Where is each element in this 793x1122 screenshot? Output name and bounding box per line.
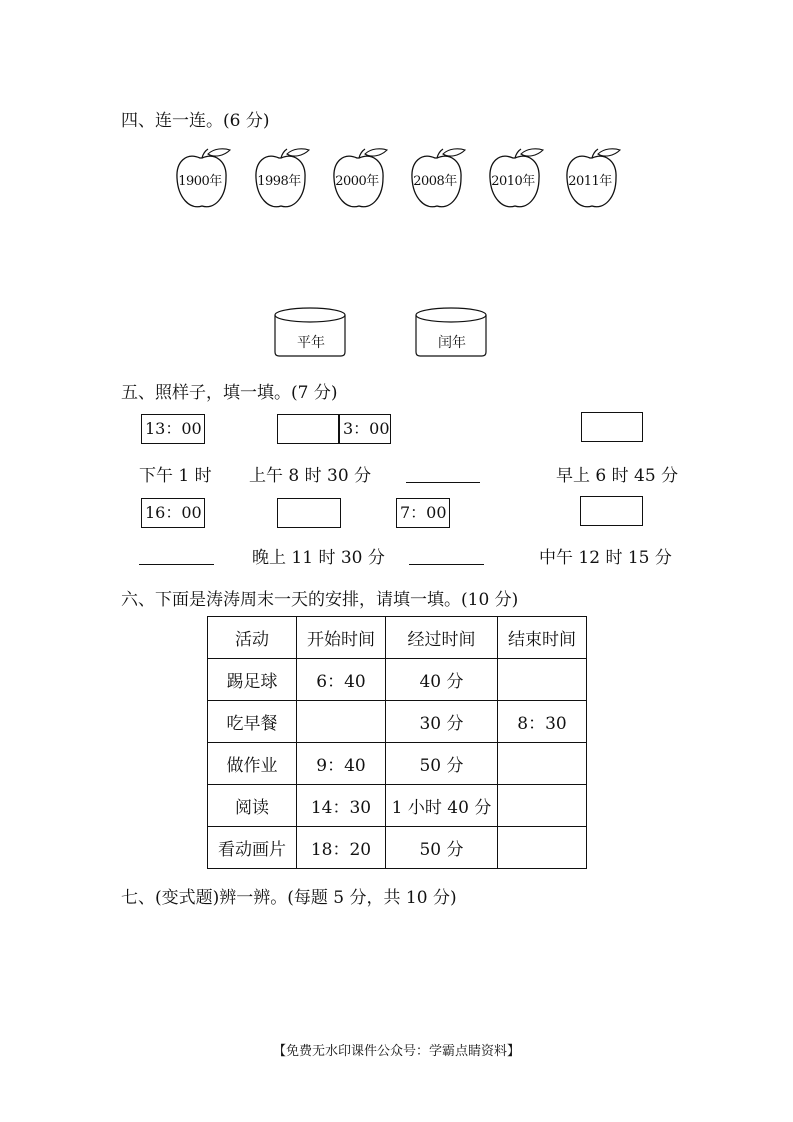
table-row bbox=[208, 785, 587, 827]
table-row bbox=[208, 743, 587, 785]
table-cell: 9：40 bbox=[297, 743, 386, 785]
time-box-answer[interactable] bbox=[580, 496, 643, 526]
section7-title: 七、(变式题)辨一辨。(每题 5 分，共 10 分) bbox=[121, 888, 457, 908]
table-cell: 18：20 bbox=[297, 827, 386, 869]
table-cell: 吃早餐 bbox=[208, 701, 297, 743]
bucket-common-year[interactable] bbox=[273, 306, 349, 360]
bucket-leap-year[interactable] bbox=[414, 306, 490, 360]
table-cell: 40 分 bbox=[386, 659, 498, 701]
apple-label: 2011年 bbox=[568, 174, 612, 189]
apple-label: 2010年 bbox=[491, 174, 535, 189]
column-header: 开始时间 bbox=[297, 617, 386, 659]
answer-cell[interactable] bbox=[498, 743, 587, 785]
apple-label: 1900年 bbox=[178, 174, 222, 189]
time-box-given: 3：00 bbox=[339, 414, 391, 444]
table-cell: 做作业 bbox=[208, 743, 297, 785]
answer-blank[interactable] bbox=[409, 564, 484, 565]
table-cell: 6：40 bbox=[297, 659, 386, 701]
apple-1998[interactable] bbox=[251, 146, 311, 218]
table-cell: 1 小时 40 分 bbox=[386, 785, 498, 827]
apple-2011[interactable] bbox=[562, 146, 622, 218]
answer-blank[interactable] bbox=[406, 482, 480, 483]
apple-label: 2008年 bbox=[413, 174, 457, 189]
column-header: 活动 bbox=[208, 617, 297, 659]
section4-title: 四、连一连。(6 分) bbox=[121, 111, 270, 131]
time-caption: 中午 12 时 15 分 bbox=[539, 548, 672, 568]
apple-2010[interactable] bbox=[485, 146, 545, 218]
time-caption: 下午 1 时 bbox=[139, 466, 212, 486]
time-box-example: 13：00 bbox=[141, 414, 205, 444]
apple-label: 1998年 bbox=[257, 174, 301, 189]
answer-blank[interactable] bbox=[139, 564, 214, 565]
bucket-label: 闰年 bbox=[438, 335, 466, 351]
time-box-example: 16：00 bbox=[141, 498, 205, 528]
time-box-answer[interactable] bbox=[277, 414, 339, 444]
footer-note: 【免费无水印课件公众号：学霸点睛资料】 bbox=[272, 1044, 520, 1059]
table-row bbox=[208, 827, 587, 869]
table-cell: 50 分 bbox=[386, 743, 498, 785]
apple-1900[interactable] bbox=[172, 146, 232, 218]
table-header-row bbox=[208, 617, 587, 659]
answer-cell[interactable] bbox=[297, 701, 386, 743]
time-caption: 晚上 11 时 30 分 bbox=[252, 548, 385, 568]
schedule-table bbox=[207, 616, 587, 869]
table-row bbox=[208, 701, 587, 743]
table-row bbox=[208, 659, 587, 701]
time-box-answer[interactable] bbox=[581, 412, 643, 442]
table-cell: 8：30 bbox=[498, 701, 587, 743]
table-cell: 30 分 bbox=[386, 701, 498, 743]
section5-title: 五、照样子，填一填。(7 分) bbox=[121, 383, 338, 403]
column-header: 结束时间 bbox=[498, 617, 587, 659]
time-caption: 早上 6 时 45 分 bbox=[556, 466, 679, 486]
table-cell: 50 分 bbox=[386, 827, 498, 869]
apple-label: 2000年 bbox=[335, 174, 379, 189]
apple-2000[interactable] bbox=[329, 146, 389, 218]
apple-2008[interactable] bbox=[407, 146, 467, 218]
table-cell: 14：30 bbox=[297, 785, 386, 827]
table-cell: 看动画片 bbox=[208, 827, 297, 869]
time-box-given: 7：00 bbox=[396, 498, 450, 528]
table-cell: 踢足球 bbox=[208, 659, 297, 701]
section6-title: 六、下面是涛涛周末一天的安排，请填一填。(10 分) bbox=[121, 590, 519, 610]
answer-cell[interactable] bbox=[498, 785, 587, 827]
answer-cell[interactable] bbox=[498, 659, 587, 701]
bucket-label: 平年 bbox=[297, 335, 325, 351]
time-box-answer[interactable] bbox=[277, 498, 341, 528]
table-cell: 阅读 bbox=[208, 785, 297, 827]
time-caption: 上午 8 时 30 分 bbox=[249, 466, 372, 486]
column-header: 经过时间 bbox=[386, 617, 498, 659]
answer-cell[interactable] bbox=[498, 827, 587, 869]
